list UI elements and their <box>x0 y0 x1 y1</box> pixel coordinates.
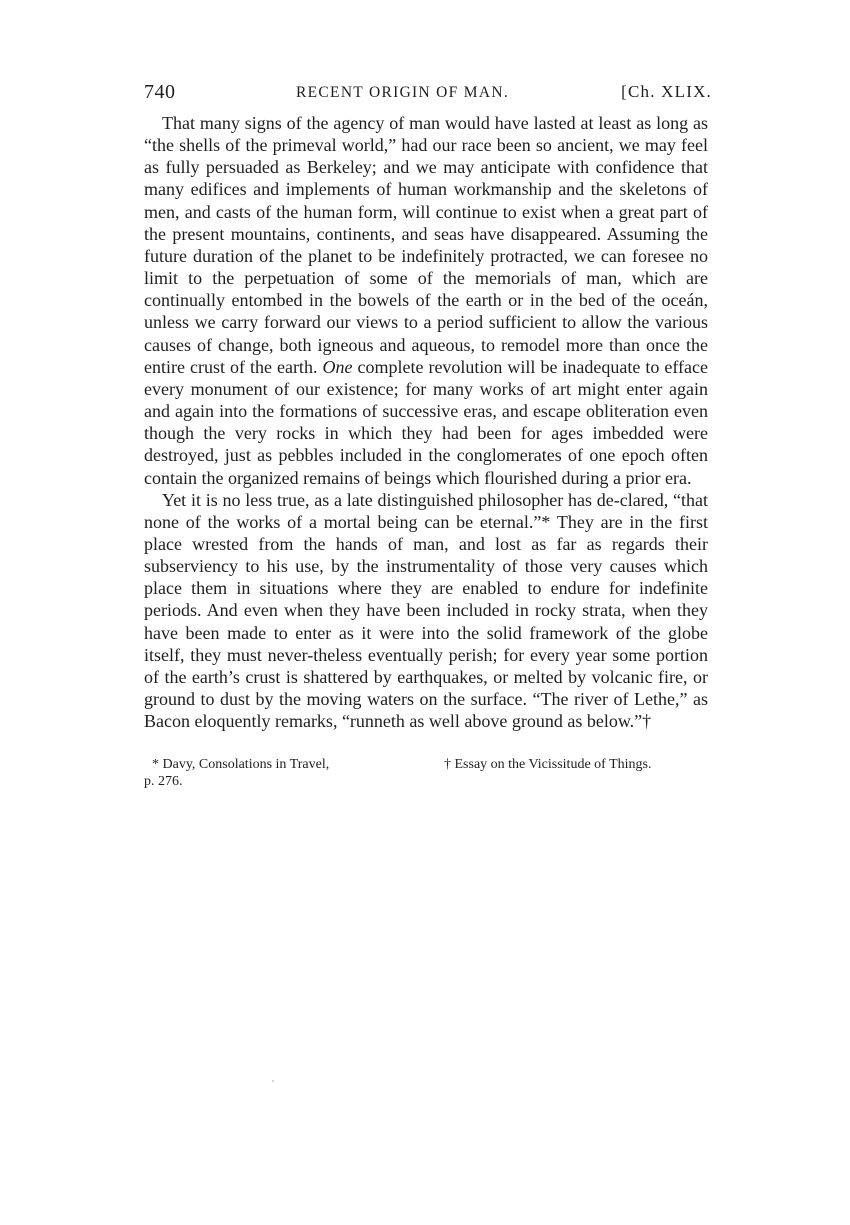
page-number: 740 <box>144 81 176 103</box>
chapter-reference: [Ch. XLIX. <box>621 82 712 101</box>
paragraph-1-text-a: That many signs of the agency of man would have lasted at least as long as “the shells of the primeval world,” had our race been so ancient, we may feel as fully persuaded as Berkeley; and we may anticipate with confidence that many edifices and implements of human workmanship and the skeletons of men, and casts of the human form, will continue to exist when a great part of the present mountains, continents, and seas have disappeared. Assuming the future duration of the planet to be indefinitely protracted, we can foresee no limit to the perpetuation of some of the memorials of man, which are continually entombed in the bowels of the earth or in the bed of the oceán, unless we carry forward our views to a period sufficient to allow the various causes of change, both igneous and aqueous, to remodel more than once the entire crust of the earth. <box>144 113 708 377</box>
running-title: RECENT ORIGIN OF MAN. <box>296 84 510 101</box>
paragraph-2: Yet it is no less true, as a late distinguished philosopher has de-clared, “that none of the works of a mortal being can be eternal.”* They are in the first place wrested from the hands of man, and lost as far as regards their subserviency to his use, by the instrumentality of those very causes which place them in situations where they are enabled to endure for indefinite periods. And even when they have been included in rocky strata, when they have been made to enter as it were into the solid framework of the globe itself, they must never-theless eventually perish; for every year some portion of the earth’s crust is shattered by earthquakes, or melted by volcanic fire, or ground to dust by the moving waters on the surface. “The river of Lethe,” as Bacon eloquently remarks, “runneth as well above ground as below.”† <box>144 489 708 732</box>
paragraph-1 <box>144 112 708 489</box>
italic-emphasis: One <box>322 356 353 377</box>
footnote-davy-line-1: * Davy, Consolations in Travel, <box>152 757 330 773</box>
footnote-bacon: † Essay on the Vicissitude of Things. <box>444 757 652 773</box>
paper-speck <box>272 1080 274 1082</box>
footnote-davy-line-2: p. 276. <box>144 774 183 790</box>
footnotes <box>144 756 708 800</box>
body-text <box>144 112 708 732</box>
footnote-davy <box>144 756 349 790</box>
paragraph-1-text-b: complete revolution will be inadequate to efface every monument of our existence; for many works of art might enter again and again into the formations of successive eras, and escape obliteration even though the very rocks in which they had been for ages imbedded were destroyed, just as pebbles included in the conglomerates of one epoch often contain the organized remains of beings which flourished during a prior era. <box>144 356 709 488</box>
running-head <box>144 78 712 106</box>
book-page <box>144 78 712 800</box>
